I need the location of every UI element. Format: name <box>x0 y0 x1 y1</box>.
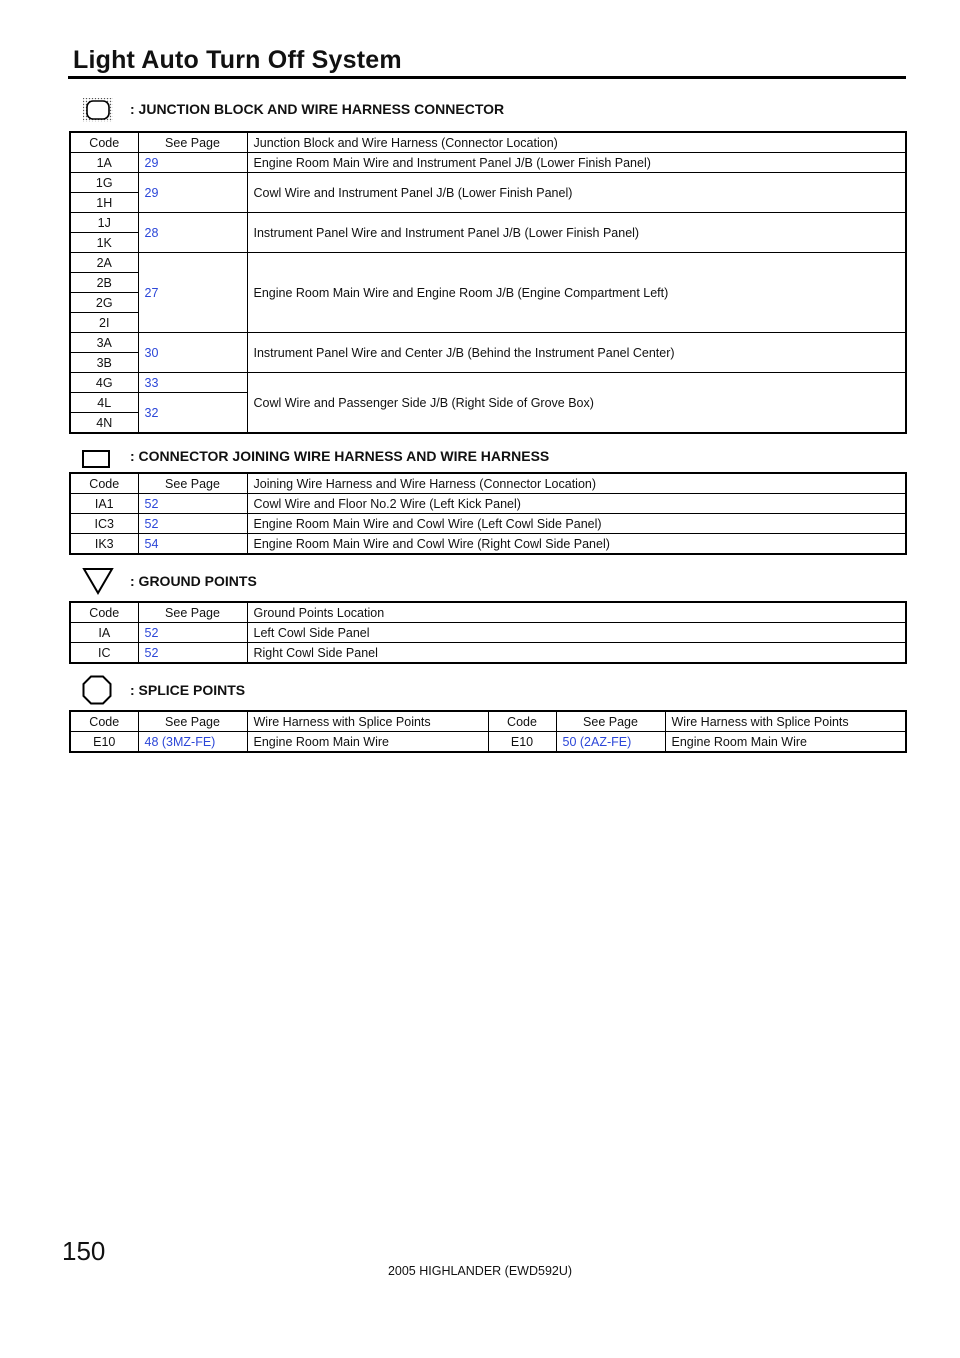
column-header: Ground Points Location <box>247 602 906 623</box>
column-header: See Page <box>138 602 247 623</box>
table-row <box>70 732 906 753</box>
location-cell: Cowl Wire and Instrument Panel J/B (Lower Finish Panel) <box>247 173 906 213</box>
column-header: Joining Wire Harness and Wire Harness (Connector Location) <box>247 473 906 494</box>
column-header: Code <box>488 711 556 732</box>
code-cell: 2G <box>70 293 138 313</box>
code-cell: IC3 <box>70 514 138 534</box>
page-link[interactable]: 52 <box>138 514 247 534</box>
location-cell: Left Cowl Side Panel <box>247 623 906 643</box>
code-cell: 1K <box>70 233 138 253</box>
title-divider <box>68 76 906 79</box>
table-row <box>70 494 906 514</box>
column-header: Wire Harness with Splice Points <box>247 711 488 732</box>
page-link[interactable]: 32 <box>138 393 247 434</box>
table-row <box>70 333 906 353</box>
ground-table <box>69 601 907 664</box>
code-cell: E10 <box>488 732 556 753</box>
code-cell: 1G <box>70 173 138 193</box>
column-header: Junction Block and Wire Harness (Connector Location) <box>247 132 906 153</box>
location-cell: Cowl Wire and Passenger Side J/B (Right Side of Grove Box) <box>247 373 906 434</box>
page-link[interactable]: 27 <box>138 253 247 333</box>
code-cell: 3B <box>70 353 138 373</box>
page-link[interactable]: 52 <box>138 623 247 643</box>
table-row <box>70 153 906 173</box>
page-link[interactable]: 29 <box>138 173 247 213</box>
code-cell: 2A <box>70 253 138 273</box>
code-cell: IC <box>70 643 138 664</box>
code-cell: 1J <box>70 213 138 233</box>
code-cell: 4L <box>70 393 138 413</box>
code-cell: 4G <box>70 373 138 393</box>
harness-cell: Engine Room Main Wire <box>665 732 906 753</box>
table-row <box>70 253 906 273</box>
page-title: Light Auto Turn Off System <box>73 46 402 74</box>
table-row <box>70 514 906 534</box>
junction-table <box>69 131 907 434</box>
code-cell: IK3 <box>70 534 138 555</box>
location-cell: Right Cowl Side Panel <box>247 643 906 664</box>
code-cell: IA1 <box>70 494 138 514</box>
page-link[interactable]: 33 <box>138 373 247 393</box>
document-footer: 2005 HIGHLANDER (EWD592U) <box>387 1264 573 1278</box>
location-cell: Engine Room Main Wire and Instrument Panel J/B (Lower Finish Panel) <box>247 153 906 173</box>
location-cell: Instrument Panel Wire and Center J/B (Behind the Instrument Panel Center) <box>247 333 906 373</box>
connector-icon <box>82 450 110 468</box>
page-link[interactable]: 52 <box>138 643 247 664</box>
junction-section-heading: : JUNCTION BLOCK AND WIRE HARNESS CONNECTOR <box>130 101 505 117</box>
splice-point-icon <box>82 675 112 705</box>
location-cell: Engine Room Main Wire and Cowl Wire (Left Cowl Side Panel) <box>247 514 906 534</box>
location-cell: Engine Room Main Wire and Cowl Wire (Right Cowl Side Panel) <box>247 534 906 555</box>
column-header: Code <box>70 602 138 623</box>
column-header: Code <box>70 711 138 732</box>
location-cell: Cowl Wire and Floor No.2 Wire (Left Kick Panel) <box>247 494 906 514</box>
code-cell: 2I <box>70 313 138 333</box>
harness-cell: Engine Room Main Wire <box>247 732 488 753</box>
table-header-row <box>70 473 906 494</box>
table-row <box>70 173 906 193</box>
code-cell: 3A <box>70 333 138 353</box>
table-row <box>70 373 906 393</box>
page-link[interactable]: 30 <box>138 333 247 373</box>
table-row <box>70 623 906 643</box>
column-header: See Page <box>556 711 665 732</box>
page-link[interactable]: 28 <box>138 213 247 253</box>
connector-table <box>69 472 907 555</box>
code-cell: 1A <box>70 153 138 173</box>
code-cell: 4N <box>70 413 138 434</box>
splice-table <box>69 710 907 753</box>
junction-block-icon <box>82 97 114 123</box>
table-row <box>70 534 906 555</box>
table-header-row <box>70 711 906 732</box>
ground-section-heading: : GROUND POINTS <box>130 573 257 589</box>
table-row <box>70 213 906 233</box>
table-header-row <box>70 132 906 153</box>
column-header: See Page <box>138 473 247 494</box>
page-link[interactable]: 54 <box>138 534 247 555</box>
code-cell: 2B <box>70 273 138 293</box>
column-header: Wire Harness with Splice Points <box>665 711 906 732</box>
page-link[interactable]: 29 <box>138 153 247 173</box>
splice-section-heading: : SPLICE POINTS <box>130 682 246 698</box>
table-header-row <box>70 602 906 623</box>
code-cell: IA <box>70 623 138 643</box>
code-cell: E10 <box>70 732 138 753</box>
column-header: See Page <box>138 711 247 732</box>
page-link[interactable]: 52 <box>138 494 247 514</box>
table-row <box>70 643 906 664</box>
code-cell: 1H <box>70 193 138 213</box>
location-cell: Instrument Panel Wire and Instrument Panel J/B (Lower Finish Panel) <box>247 213 906 253</box>
location-cell: Engine Room Main Wire and Engine Room J/B (Engine Compartment Left) <box>247 253 906 333</box>
ground-point-icon <box>82 567 114 595</box>
column-header: Code <box>70 473 138 494</box>
column-header: Code <box>70 132 138 153</box>
column-header: See Page <box>138 132 247 153</box>
connector-section-heading: : CONNECTOR JOINING WIRE HARNESS AND WIRE HARNESS <box>130 448 550 464</box>
page-link[interactable]: 48 (3MZ-FE) <box>138 732 247 753</box>
page-link[interactable]: 50 (2AZ-FE) <box>556 732 665 753</box>
page-number: 150 <box>62 1236 106 1266</box>
